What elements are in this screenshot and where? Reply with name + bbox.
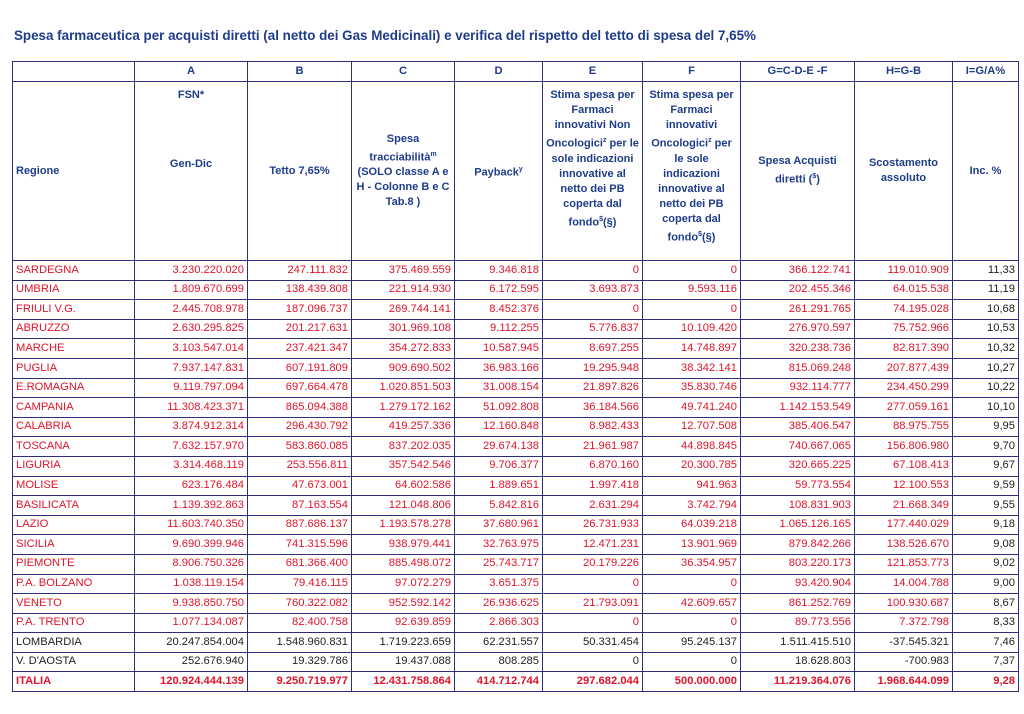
value-cell-h: 156.806.980	[855, 437, 953, 457]
region-cell: PIEMONTE	[13, 554, 135, 574]
value-cell-c: 12.431.758.864	[352, 672, 455, 692]
region-cell: ITALIA	[13, 672, 135, 692]
header-sup: m	[430, 150, 437, 158]
value-cell-c: 354.272.833	[352, 339, 455, 359]
value-cell-h: 121.853.773	[855, 554, 953, 574]
value-cell-d: 62.231.557	[455, 633, 543, 653]
value-cell-e: 21.897.826	[543, 378, 643, 398]
value-cell-c: 1.279.172.162	[352, 398, 455, 418]
value-cell-a: 1.038.119.154	[135, 574, 248, 594]
value-cell-i: 8,33	[953, 613, 1019, 633]
value-cell-c: 1.193.578.278	[352, 515, 455, 535]
value-cell-e: 0	[543, 613, 643, 633]
region-cell: ABRUZZO	[13, 319, 135, 339]
value-cell-d: 1.889.651	[455, 476, 543, 496]
region-cell: LIGURIA	[13, 456, 135, 476]
value-cell-a: 623.176.484	[135, 476, 248, 496]
header-text: per le sole indicazioni innovative al netto dei PB coperta dal fondo	[658, 137, 732, 244]
value-cell-i: 10,68	[953, 300, 1019, 320]
value-cell-f: 0	[643, 261, 741, 281]
letter-cell: A	[135, 62, 248, 82]
value-cell-b: 79.416.115	[248, 574, 352, 594]
value-cell-e: 21.793.091	[543, 594, 643, 614]
value-cell-e: 2.631.294	[543, 496, 643, 516]
table-row	[13, 574, 1019, 594]
header-text: Stima spesa per Farmaci innovativi Oncologici	[649, 89, 734, 150]
value-cell-a: 120.924.444.139	[135, 672, 248, 692]
value-cell-g: 861.252.769	[741, 594, 855, 614]
header-sup: $	[812, 173, 817, 181]
letter-cell: H=G-B	[855, 62, 953, 82]
value-cell-d: 9.706.377	[455, 456, 543, 476]
region-cell: PUGLIA	[13, 358, 135, 378]
value-cell-g: 1.065.126.165	[741, 515, 855, 535]
header-text: Spesa tracciabilità	[369, 132, 431, 164]
value-cell-e: 3.693.873	[543, 280, 643, 300]
table-row	[13, 476, 1019, 496]
table-row	[13, 633, 1019, 653]
value-cell-f: 14.748.897	[643, 339, 741, 359]
table-row	[13, 613, 1019, 633]
region-cell: E.ROMAGNA	[13, 378, 135, 398]
value-cell-c: 885.498.072	[352, 554, 455, 574]
value-cell-i: 8,67	[953, 594, 1019, 614]
region-cell: MARCHE	[13, 339, 135, 359]
value-cell-d: 414.712.744	[455, 672, 543, 692]
header-spesa-acquisti	[741, 82, 855, 261]
table-row	[13, 535, 1019, 555]
value-cell-i: 7,46	[953, 633, 1019, 653]
value-cell-f: 35.830.746	[643, 378, 741, 398]
value-cell-f: 0	[643, 300, 741, 320]
value-cell-c: 357.542.546	[352, 456, 455, 476]
value-cell-a: 3.874.912.314	[135, 417, 248, 437]
value-cell-f: 3.742.794	[643, 496, 741, 516]
value-cell-e: 0	[543, 261, 643, 281]
value-cell-g: 261.291.765	[741, 300, 855, 320]
value-cell-h: 64.015.538	[855, 280, 953, 300]
value-cell-c: 301.969.108	[352, 319, 455, 339]
value-cell-h: 277.059.161	[855, 398, 953, 418]
page-title: Spesa farmaceutica per acquisti diretti (al netto dei Gas Medicinali) e verifica del rispetto del tetto di spesa del 7,65%	[14, 28, 756, 43]
value-cell-c: 97.072.279	[352, 574, 455, 594]
value-cell-f: 49.741.240	[643, 398, 741, 418]
value-cell-i: 9,67	[953, 456, 1019, 476]
value-cell-e: 6.870.160	[543, 456, 643, 476]
value-cell-c: 221.914.930	[352, 280, 455, 300]
region-cell: SICILIA	[13, 535, 135, 555]
value-cell-b: 887.686.137	[248, 515, 352, 535]
value-cell-e: 50.331.454	[543, 633, 643, 653]
value-cell-b: 87.163.554	[248, 496, 352, 516]
region-cell: UMBRIA	[13, 280, 135, 300]
value-cell-a: 252.676.940	[135, 652, 248, 672]
header-sup: $	[599, 215, 603, 223]
value-cell-c: 938.979.441	[352, 535, 455, 555]
region-cell: BASILICATA	[13, 496, 135, 516]
value-cell-c: 837.202.035	[352, 437, 455, 457]
value-cell-c: 121.048.806	[352, 496, 455, 516]
value-cell-c: 92.639.859	[352, 613, 455, 633]
value-cell-i: 9,00	[953, 574, 1019, 594]
header-text: (§)	[603, 216, 617, 229]
value-cell-b: 187.096.737	[248, 300, 352, 320]
value-cell-g: 385.406.547	[741, 417, 855, 437]
table-row	[13, 261, 1019, 281]
value-cell-e: 12.471.231	[543, 535, 643, 555]
value-cell-f: 20.300.785	[643, 456, 741, 476]
value-cell-h: 82.817.390	[855, 339, 953, 359]
value-cell-a: 3.103.547.014	[135, 339, 248, 359]
value-cell-i: 9,59	[953, 476, 1019, 496]
value-cell-f: 42.609.657	[643, 594, 741, 614]
value-cell-a: 2.630.295.825	[135, 319, 248, 339]
value-cell-a: 11.308.423.371	[135, 398, 248, 418]
header-sup: $	[698, 230, 702, 238]
value-cell-g: 59.773.554	[741, 476, 855, 496]
table-row	[13, 456, 1019, 476]
value-cell-b: 741.315.596	[248, 535, 352, 555]
value-cell-f: 95.245.137	[643, 633, 741, 653]
region-cell: P.A. BOLZANO	[13, 574, 135, 594]
letter-cell: F	[643, 62, 741, 82]
value-cell-a: 1.139.392.863	[135, 496, 248, 516]
header-sup: z	[602, 137, 607, 144]
value-cell-d: 5.842.816	[455, 496, 543, 516]
value-cell-e: 1.997.418	[543, 476, 643, 496]
letter-cell: I=G/A%	[953, 62, 1019, 82]
header-text: (SOLO classe A e H - Colonne B e C Tab.8 )	[356, 166, 450, 209]
value-cell-e: 36.184.566	[543, 398, 643, 418]
value-cell-f: 64.039.218	[643, 515, 741, 535]
value-cell-a: 2.445.708.978	[135, 300, 248, 320]
value-cell-d: 10.587.945	[455, 339, 543, 359]
table-row	[13, 280, 1019, 300]
value-cell-d: 808.285	[455, 652, 543, 672]
value-cell-f: 36.354.957	[643, 554, 741, 574]
value-cell-b: 1.548.960.831	[248, 633, 352, 653]
value-cell-i: 11,19	[953, 280, 1019, 300]
value-cell-c: 269.744.141	[352, 300, 455, 320]
value-cell-h: -700.983	[855, 652, 953, 672]
letter-cell: D	[455, 62, 543, 82]
value-cell-g: 18.628.803	[741, 652, 855, 672]
header-regione: Regione	[13, 82, 135, 261]
letter-cell	[13, 62, 135, 82]
value-cell-g: 1.142.153.549	[741, 398, 855, 418]
value-cell-d: 36.983.166	[455, 358, 543, 378]
value-cell-c: 64.602.586	[352, 476, 455, 496]
value-cell-h: 75.752.966	[855, 319, 953, 339]
value-cell-f: 941.963	[643, 476, 741, 496]
value-cell-h: 234.450.299	[855, 378, 953, 398]
value-cell-h: 138.526.670	[855, 535, 953, 555]
table-row	[13, 554, 1019, 574]
value-cell-a: 11.603.740.350	[135, 515, 248, 535]
header-inc: Inc. %	[953, 82, 1019, 261]
value-cell-i: 9,70	[953, 437, 1019, 457]
value-cell-g: 108.831.903	[741, 496, 855, 516]
value-cell-g: 740.667.065	[741, 437, 855, 457]
letter-cell: C	[352, 62, 455, 82]
value-cell-e: 0	[543, 652, 643, 672]
header-text: Stima spesa per Farmaci innovativi Non Oncologici	[546, 89, 635, 150]
value-cell-a: 9.690.399.946	[135, 535, 248, 555]
header-sup: y	[518, 165, 523, 173]
table-row	[13, 515, 1019, 535]
value-cell-g: 320.238.736	[741, 339, 855, 359]
value-cell-g: 366.122.741	[741, 261, 855, 281]
value-cell-a: 3.230.220.020	[135, 261, 248, 281]
value-cell-d: 29.674.138	[455, 437, 543, 457]
value-cell-g: 1.511.415.510	[741, 633, 855, 653]
value-cell-b: 247.111.832	[248, 261, 352, 281]
header-spesa-tracciabilita	[352, 82, 455, 261]
value-cell-b: 237.421.347	[248, 339, 352, 359]
value-cell-i: 9,95	[953, 417, 1019, 437]
value-cell-g: 93.420.904	[741, 574, 855, 594]
table-row	[13, 652, 1019, 672]
value-cell-i: 7,37	[953, 652, 1019, 672]
header-stima-oncologici	[643, 82, 741, 261]
value-cell-b: 865.094.388	[248, 398, 352, 418]
value-cell-e: 8.697.255	[543, 339, 643, 359]
spesa-table	[12, 61, 1019, 692]
value-cell-i: 9,28	[953, 672, 1019, 692]
header-text: (§)	[702, 231, 716, 244]
value-cell-e: 297.682.044	[543, 672, 643, 692]
header-stima-non-oncologici	[543, 82, 643, 261]
value-cell-b: 9.250.719.977	[248, 672, 352, 692]
value-cell-a: 9.938.850.750	[135, 594, 248, 614]
header-text: Spesa Acquisti diretti (	[758, 155, 837, 186]
value-cell-d: 12.160.848	[455, 417, 543, 437]
value-cell-c: 909.690.502	[352, 358, 455, 378]
value-cell-b: 138.439.808	[248, 280, 352, 300]
value-cell-f: 44.898.845	[643, 437, 741, 457]
value-cell-f: 10.109.420	[643, 319, 741, 339]
value-cell-g: 932.114.777	[741, 378, 855, 398]
value-cell-h: 67.108.413	[855, 456, 953, 476]
value-cell-b: 82.400.758	[248, 613, 352, 633]
value-cell-d: 2.866.303	[455, 613, 543, 633]
value-cell-b: 201.217.631	[248, 319, 352, 339]
value-cell-f: 13.901.969	[643, 535, 741, 555]
region-cell: LAZIO	[13, 515, 135, 535]
value-cell-a: 20.247.854.004	[135, 633, 248, 653]
value-cell-d: 6.172.595	[455, 280, 543, 300]
value-cell-d: 8.452.376	[455, 300, 543, 320]
value-cell-b: 760.322.082	[248, 594, 352, 614]
table-row	[13, 594, 1019, 614]
table-row	[13, 358, 1019, 378]
value-cell-g: 879.842.266	[741, 535, 855, 555]
value-cell-i: 9,18	[953, 515, 1019, 535]
value-cell-i: 10,27	[953, 358, 1019, 378]
value-cell-e: 0	[543, 574, 643, 594]
value-cell-e: 26.731.933	[543, 515, 643, 535]
value-cell-h: 12.100.553	[855, 476, 953, 496]
table-row	[13, 300, 1019, 320]
value-cell-i: 9,02	[953, 554, 1019, 574]
value-cell-a: 3.314.468.119	[135, 456, 248, 476]
region-cell: LOMBARDIA	[13, 633, 135, 653]
table-row	[13, 496, 1019, 516]
value-cell-a: 1.077.134.087	[135, 613, 248, 633]
column-letters-row	[13, 62, 1019, 82]
value-cell-g: 89.773.556	[741, 613, 855, 633]
value-cell-h: 88.975.755	[855, 417, 953, 437]
value-cell-a: 8.906.750.326	[135, 554, 248, 574]
value-cell-f: 0	[643, 574, 741, 594]
value-cell-h: -37.545.321	[855, 633, 953, 653]
header-sup: z	[708, 137, 712, 144]
value-cell-f: 500.000.000	[643, 672, 741, 692]
value-cell-d: 31.008.154	[455, 378, 543, 398]
value-cell-g: 202.455.346	[741, 280, 855, 300]
value-cell-i: 10,22	[953, 378, 1019, 398]
value-cell-c: 419.257.336	[352, 417, 455, 437]
value-cell-d: 26.936.625	[455, 594, 543, 614]
value-cell-c: 952.592.142	[352, 594, 455, 614]
value-cell-f: 9.593.116	[643, 280, 741, 300]
region-cell: TOSCANA	[13, 437, 135, 457]
value-cell-c: 1.719.223.659	[352, 633, 455, 653]
value-cell-g: 320.665.225	[741, 456, 855, 476]
header-payback	[455, 82, 543, 261]
value-cell-e: 21.961.987	[543, 437, 643, 457]
value-cell-g: 276.970.597	[741, 319, 855, 339]
table-row	[13, 339, 1019, 359]
value-cell-f: 12.707.508	[643, 417, 741, 437]
header-text: Payback	[474, 166, 519, 179]
value-cell-g: 803.220.173	[741, 554, 855, 574]
value-cell-h: 74.195.028	[855, 300, 953, 320]
value-cell-b: 19.329.786	[248, 652, 352, 672]
value-cell-i: 11,33	[953, 261, 1019, 281]
header-fsn-bottom: Gen-Dic	[169, 158, 213, 170]
region-cell: CALABRIA	[13, 417, 135, 437]
value-cell-e: 0	[543, 300, 643, 320]
table-body	[13, 261, 1019, 692]
value-cell-e: 19.295.948	[543, 358, 643, 378]
value-cell-h: 1.968.644.099	[855, 672, 953, 692]
value-cell-f: 0	[643, 652, 741, 672]
value-cell-i: 10,32	[953, 339, 1019, 359]
value-cell-h: 21.668.349	[855, 496, 953, 516]
value-cell-b: 296.430.792	[248, 417, 352, 437]
value-cell-b: 583.860.085	[248, 437, 352, 457]
region-cell: VENETO	[13, 594, 135, 614]
value-cell-d: 37.680.961	[455, 515, 543, 535]
value-cell-h: 14.004.788	[855, 574, 953, 594]
table-row	[13, 417, 1019, 437]
value-cell-f: 38.342.141	[643, 358, 741, 378]
value-cell-c: 1.020.851.503	[352, 378, 455, 398]
value-cell-a: 7.937.147.831	[135, 358, 248, 378]
value-cell-b: 607.191.809	[248, 358, 352, 378]
value-cell-b: 253.556.811	[248, 456, 352, 476]
region-cell: P.A. TRENTO	[13, 613, 135, 633]
value-cell-h: 7.372.798	[855, 613, 953, 633]
value-cell-i: 9,08	[953, 535, 1019, 555]
letter-cell: B	[248, 62, 352, 82]
value-cell-e: 5.776.837	[543, 319, 643, 339]
header-scostamento: Scostamento assoluto	[855, 82, 953, 261]
value-cell-a: 7.632.157.970	[135, 437, 248, 457]
table-row	[13, 378, 1019, 398]
value-cell-i: 10,53	[953, 319, 1019, 339]
value-cell-d: 51.092.808	[455, 398, 543, 418]
value-cell-d: 9.346.818	[455, 261, 543, 281]
value-cell-b: 681.366.400	[248, 554, 352, 574]
letter-cell: E	[543, 62, 643, 82]
header-text: )	[816, 173, 820, 186]
region-cell: CAMPANIA	[13, 398, 135, 418]
value-cell-h: 207.877.439	[855, 358, 953, 378]
letter-cell: G=C-D-E -F	[741, 62, 855, 82]
header-text: per le sole indicazioni innovative al netto dei PB coperta dal fondo	[551, 137, 639, 229]
header-fsn-top: FSN*	[177, 89, 205, 101]
value-cell-a: 9.119.797.094	[135, 378, 248, 398]
value-cell-c: 375.469.559	[352, 261, 455, 281]
header-tetto: Tetto 7,65%	[248, 82, 352, 261]
table-row	[13, 319, 1019, 339]
value-cell-g: 815.069.248	[741, 358, 855, 378]
total-row	[13, 672, 1019, 692]
region-cell: V. D'AOSTA	[13, 652, 135, 672]
value-cell-h: 177.440.029	[855, 515, 953, 535]
value-cell-e: 20.179.226	[543, 554, 643, 574]
value-cell-b: 697.664.478	[248, 378, 352, 398]
value-cell-a: 1.809.670.699	[135, 280, 248, 300]
value-cell-i: 9,55	[953, 496, 1019, 516]
table-row	[13, 398, 1019, 418]
value-cell-d: 3.651.375	[455, 574, 543, 594]
value-cell-g: 11.219.364.076	[741, 672, 855, 692]
header-row	[13, 82, 1019, 261]
value-cell-h: 119.010.909	[855, 261, 953, 281]
region-cell: MOLISE	[13, 476, 135, 496]
region-cell: SARDEGNA	[13, 261, 135, 281]
header-fsn	[135, 82, 248, 261]
value-cell-d: 25.743.717	[455, 554, 543, 574]
value-cell-b: 47.673.001	[248, 476, 352, 496]
value-cell-e: 8.982.433	[543, 417, 643, 437]
value-cell-i: 10,10	[953, 398, 1019, 418]
table-row	[13, 437, 1019, 457]
value-cell-h: 100.930.687	[855, 594, 953, 614]
value-cell-d: 9.112.255	[455, 319, 543, 339]
value-cell-d: 32.763.975	[455, 535, 543, 555]
value-cell-c: 19.437.088	[352, 652, 455, 672]
value-cell-f: 0	[643, 613, 741, 633]
region-cell: FRIULI V.G.	[13, 300, 135, 320]
